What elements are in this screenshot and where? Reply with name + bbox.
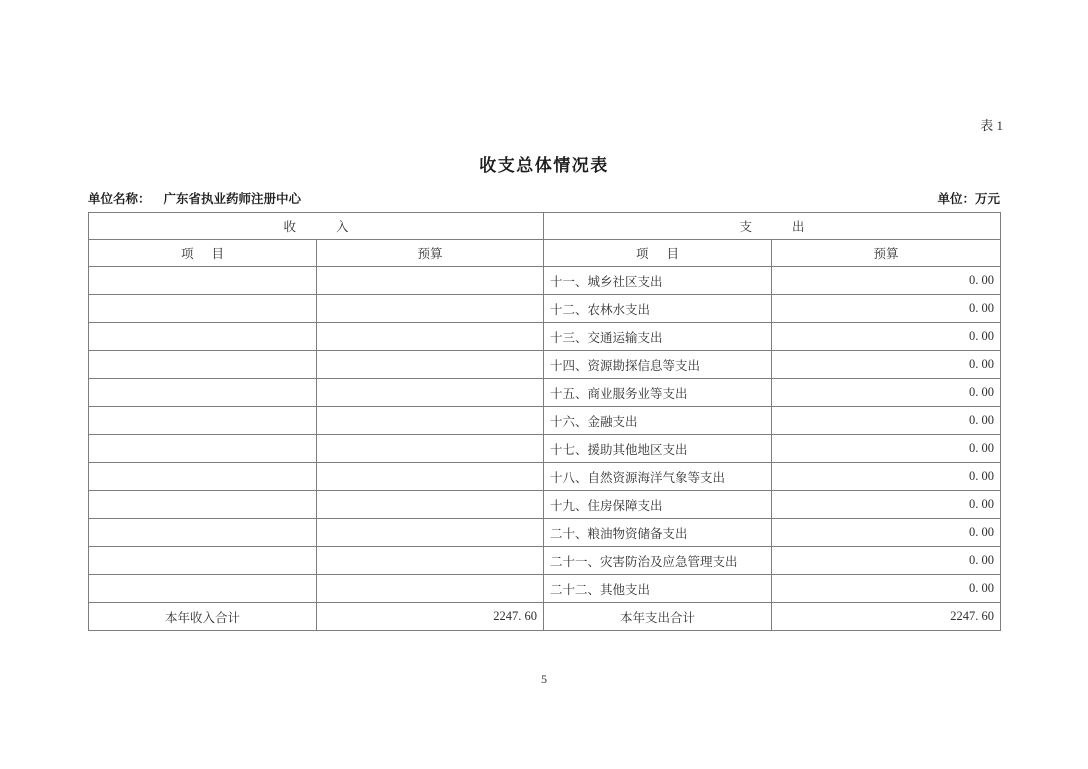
expense-budget-cell: 0. 00 <box>772 575 1001 603</box>
table-row <box>89 379 1001 407</box>
table-row <box>89 267 1001 295</box>
expense-budget-cell: 0. 00 <box>772 547 1001 575</box>
expense-item-cell: 二十二、其他支出 <box>544 575 772 603</box>
income-section-header: 收入 <box>89 213 544 240</box>
table-row <box>89 351 1001 379</box>
expense-budget-cell: 0. 00 <box>772 267 1001 295</box>
expense-item-cell: 二十一、灾害防治及应急管理支出 <box>544 547 772 575</box>
income-item-cell <box>89 491 317 519</box>
income-budget-cell <box>317 323 544 351</box>
expense-budget-cell: 0. 00 <box>772 491 1001 519</box>
expense-item-cell: 十一、城乡社区支出 <box>544 267 772 295</box>
income-item-cell <box>89 351 317 379</box>
table-row <box>89 407 1001 435</box>
income-budget-cell <box>317 407 544 435</box>
currency-unit-label: 单位：万元 <box>937 192 1000 206</box>
table-row <box>89 435 1001 463</box>
unit-name-value: 广东省执业药师注册中心 <box>163 192 302 206</box>
expense-budget-cell: 0. 00 <box>772 323 1001 351</box>
income-budget-cell <box>317 435 544 463</box>
income-budget-column-header: 预算 <box>317 240 544 267</box>
expense-section-header: 支出 <box>544 213 1001 240</box>
table-row <box>89 519 1001 547</box>
expense-budget-column-header: 预算 <box>772 240 1001 267</box>
totals-row <box>89 603 1001 631</box>
section-header-row <box>89 213 1001 240</box>
income-item-column-header: 项目 <box>89 240 317 267</box>
table-row <box>89 547 1001 575</box>
income-budget-cell <box>317 463 544 491</box>
income-budget-cell <box>317 267 544 295</box>
expense-budget-cell: 0. 00 <box>772 435 1001 463</box>
income-item-cell <box>89 463 317 491</box>
page-title: 收支总体情况表 <box>479 156 609 175</box>
table-row <box>89 295 1001 323</box>
expense-item-cell: 十九、住房保障支出 <box>544 491 772 519</box>
meta-row <box>88 189 1000 207</box>
expense-item-cell: 十五、商业服务业等支出 <box>544 379 772 407</box>
income-budget-cell <box>317 547 544 575</box>
income-budget-cell <box>317 351 544 379</box>
column-header-row <box>89 240 1001 267</box>
unit-name-line <box>88 189 301 207</box>
expense-budget-cell: 0. 00 <box>772 519 1001 547</box>
income-total-value: 2247. 60 <box>317 603 544 631</box>
income-item-cell <box>89 323 317 351</box>
page-number: 5 <box>541 672 547 686</box>
income-budget-cell <box>317 519 544 547</box>
expense-total-label: 本年支出合计 <box>544 603 772 631</box>
income-item-cell <box>89 267 317 295</box>
expense-budget-cell: 0. 00 <box>772 379 1001 407</box>
income-item-cell <box>89 379 317 407</box>
income-expense-table <box>88 212 1001 631</box>
expense-item-cell: 十八、自然资源海洋气象等支出 <box>544 463 772 491</box>
income-budget-cell <box>317 295 544 323</box>
expense-item-cell: 十二、农林水支出 <box>544 295 772 323</box>
income-budget-cell <box>317 379 544 407</box>
table-row <box>89 491 1001 519</box>
expense-item-cell: 二十、粮油物资储备支出 <box>544 519 772 547</box>
expense-budget-cell: 0. 00 <box>772 463 1001 491</box>
expense-budget-cell: 0. 00 <box>772 407 1001 435</box>
expense-item-cell: 十三、交通运输支出 <box>544 323 772 351</box>
income-budget-cell <box>317 491 544 519</box>
income-total-label: 本年收入合计 <box>89 603 317 631</box>
expense-item-cell: 十四、资源勘探信息等支出 <box>544 351 772 379</box>
income-item-cell <box>89 407 317 435</box>
table-row <box>89 323 1001 351</box>
expense-item-cell: 十六、金融支出 <box>544 407 772 435</box>
income-budget-cell <box>317 575 544 603</box>
income-item-cell <box>89 547 317 575</box>
table-number-tag: 表 1 <box>980 118 1003 133</box>
expense-item-column-header: 项目 <box>544 240 772 267</box>
expense-item-cell: 十七、援助其他地区支出 <box>544 435 772 463</box>
income-item-cell <box>89 575 317 603</box>
table-row <box>89 463 1001 491</box>
unit-name-label: 单位名称： <box>88 192 151 206</box>
income-item-cell <box>89 295 317 323</box>
income-item-cell <box>89 519 317 547</box>
expense-budget-cell: 0. 00 <box>772 295 1001 323</box>
expense-budget-cell: 0. 00 <box>772 351 1001 379</box>
table-row <box>89 575 1001 603</box>
income-item-cell <box>89 435 317 463</box>
expense-total-value: 2247. 60 <box>772 603 1001 631</box>
